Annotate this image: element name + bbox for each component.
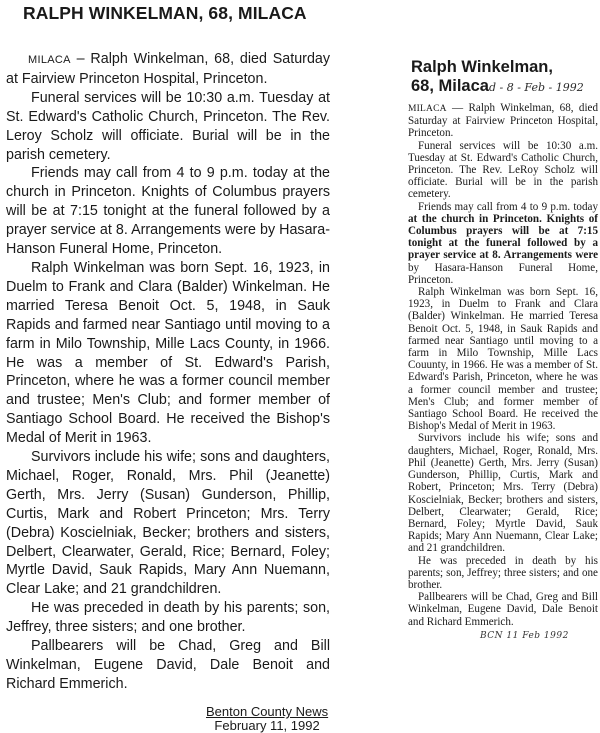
clipping-second-paper (408, 0, 598, 641)
paragraph-death-2: MILACA — Ralph Winkelman, 68, died Saturday at Fairview Princeton Hospital, Princeton. (408, 102, 598, 140)
paragraph-pallbearers: Pallbearers will be Chad, Greg and Bill Winkelman, Eugene David, Dale Benoit and Richard Emmerich. (6, 638, 330, 692)
handwritten-source-note: BCN 11 Feb 1992 (480, 630, 569, 641)
obituary-headline-2: Ralph Winkelman, 68, Milacad - 8 - Feb - 1992 (411, 58, 584, 95)
obituary-body (6, 50, 330, 694)
paragraph-survivors: Survivors include his wife; sons and daughters, Michael, Roger, Ronald, Mrs. Phil (Jeanette) Gerth, Mrs. Jerry (Susan) Gunderson, Phillip, Curtis, Mark and Robert Princeton; Mrs. Terry (Debra) Koscielniak, Becker; brothers and sisters, Delbert, Clearwater, Gerald, Rice; Bernard, Foley; Myrtle David, Sauk Rapids, Mary Ann Nuemann, Clear Lake; and 21 grandchildren. (6, 449, 330, 598)
paragraph-biography: Ralph Winkelman was born Sept. 16, 1923, in Duelm to Frank and Clara (Balder) Winkelman. He married Teresa Benoit Oct. 5, 1948, in Sauk Rapids and farmed near Santiago until moving to a farm in Milo Township, Mille Lacs County, in 1966. He was a member of St. Edward's Parish, Princeton, where he was a former council member and trustee; Men's Club; and former member of Santiago School Board. He received the Bishop's Medal of Merit in 1963. (6, 259, 330, 447)
source-paper: Benton County News (206, 704, 329, 719)
paragraph-preceded: He was preceded in death by his parents; son, Jeffrey, three sisters; and one brother. (6, 600, 330, 636)
paragraph-biography-2: Ralph Winkelman was born Sept. 16, 1923, in Duelm to Frank and Clara (Balder) Winkelman. He married Teresa Benoit Oct. 5, 1948, in Sauk Rapids and farmed near Santiago until moving to a farm in Milo Township, Mille Lacs Couunty, in 1966. He was a member of St. Edward's Parish, Princeton, where he was a former council member and trustee; Men's Club; and former member of Santiago School Board. He received the Bishop's Medal of Merit in 1963. (408, 286, 598, 433)
paragraph-survivors-2: Survivors include his wife; sons and daughters, Michael, Roger, Ronald, Mrs. Phil (Jeanette) Gerth, Mrs. Jerry (Susan) Gunderson, Phillip, Curtis, Mark and Robert, Princeton; Mrs. Terry (Debra) Koscielniak, Becker; brothers and sisters, Delbert, Clearwater; Gerald, Rice; Bernard, Foley; Myrtle David, Sauk Rapids; Mary Ann Nuemann, Clear Lake; and 21 grandchildren. (408, 432, 598, 555)
paragraph-pallbearers-2: Pallbearers will be Chad, Greg and Bill Winkelman, Eugene David, Dale Benoit and Richard Emmerich. (408, 591, 598, 628)
paragraph-preceded-2: He was preceded in death by his parents; son, Jeffrey; three sisters; and one brother. (408, 554, 598, 591)
paragraph-visitation: Friends may call from 4 to 9 p.m. today at the church in Princeton. Knights of Columbus prayers will be at 7:15 tonight at the funeral followed by a prayer service at 8. Arrangements were by Hasara-Hanson Funeral Home, Princeton. (6, 165, 330, 258)
paragraph-funeral-2: Funeral services will be 10:30 a.m. Tuesday at St. Edward's Catholic Church, Princeton. The Rev. LeRoy Scholz will officiate. Burial will be in the parish cemetery. (408, 139, 598, 201)
source-date: February 11, 1992 (214, 718, 320, 733)
paragraph-visitation-2: Friends may call from 4 to 9 p.m. today at the church in Princeton. Knights of Columbus prayers will be at 7:15 tonight at the funeral followed by a prayer service at 8. Arrangements were by Hasara-Hanson Funeral Home, Princeton. (408, 200, 598, 286)
obituary-body-2 (408, 102, 598, 628)
dateline: MILACA (28, 54, 71, 66)
handwritten-date: d - 8 - Feb - 1992 (488, 81, 584, 94)
obituary-headline: RALPH WINKELMAN, 68, MILACA (23, 3, 307, 23)
paragraph-funeral: Funeral services will be 10:30 a.m. Tuesday at St. Edward's Catholic Church, Princeton. The Rev. Leroy Scholz will officiate. Burial will be in the parish cemetery. (6, 89, 330, 163)
clipping-benton-county-news (6, 0, 330, 733)
source-citation (206, 705, 328, 733)
paragraph-death: MILACA – Ralph Winkelman, 68, died Saturday at Fairview Princeton Hospital, Princeton. (6, 51, 330, 87)
